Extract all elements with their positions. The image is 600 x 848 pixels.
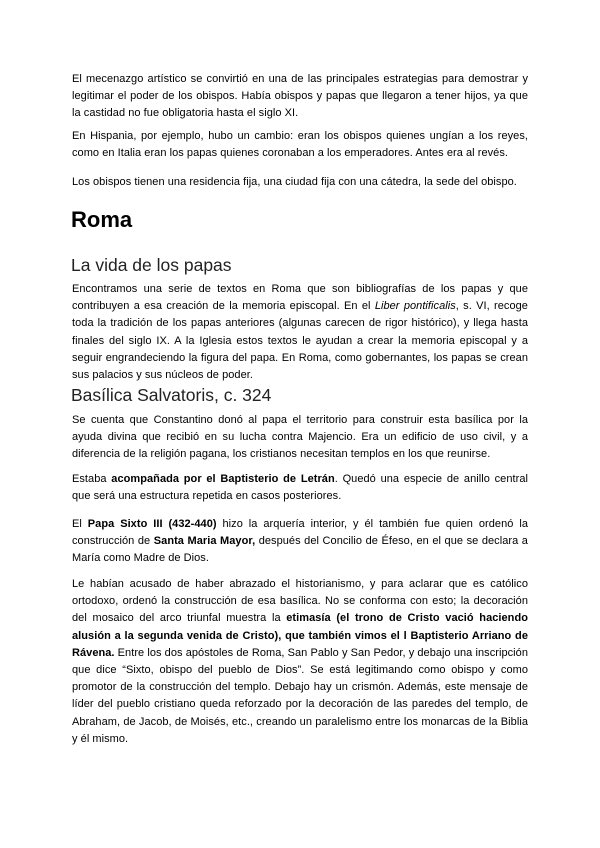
basilica-paragraph-1: Se cuenta que Constantino donó al papa el territorio para construir esta basílica por la ayuda divina que recibió en su lucha contra Majencio. Era un edificio de uso civil, y a diferencia de la religión pagana, los cristianos necesitan templos en los que reunirse.: [72, 414, 528, 461]
basilica-p4-start: Le habían acusado de haber abrazado el historianismo, y para aclarar que es católico ortodoxo, ordenó la construcción de esa basílica. No se conforma con esto; la decoración del mosaico del arco triunfal muestra la: [72, 578, 528, 625]
etimasia-bold: etimasía (el trono de Cristo vació haciendo alusión a la segunda venida de Cristo), que también vimos el l Baptisterio Arriano de Rávena.: [72, 612, 528, 659]
basilica-p3-middle: hizo la arquería interior, y él también fue quien ordenó la construcción de: [72, 518, 528, 548]
papa-sixto-bold: Papa Sixto III (432-440): [87, 518, 217, 530]
basilica-paragraph-4: [72, 576, 528, 748]
basilica-p4-end: Entre los dos apóstoles de Roma, San Pablo y San Pedor, y debajo una inscripción que dice “Sixto, obispo del pueblo de Dios”. Se está legitimando como obispo y como promotor de la construcción del templo. Debajo hay un crismón. Además, este mensaje de líder del pueblo cristiano queda reforzado por la decoración de las paredes del templo, de Abraham, de Jacob, de Moisés, etc., creando un paralelismo entre los monarcas de la Biblia y él mismo.: [72, 646, 528, 745]
baptisterio-letran-bold: acompañada por el Baptisterio de Letrán: [111, 473, 335, 485]
liber-pontificalis-title: Liber pontificalis: [374, 300, 456, 313]
basilica-paragraph-3: [72, 516, 528, 568]
subheading-vida-de-los-papas: La vida de los papas: [71, 255, 232, 275]
subheading-basilica-salvatoris: Basílica Salvatoris, c. 324: [71, 385, 272, 405]
basilica-p3-start: El: [72, 518, 88, 530]
vida-text-start: Encontramos una serie de textos en Roma que son bibliografías de los papas y que contribuyen a esa creación de la memoria episcopal. En el: [72, 283, 528, 313]
intro-paragraph-3: Los obispos tienen una residencia fija, una ciudad fija con una cátedra, la sede del obispo.: [72, 176, 517, 188]
vida-paragraph: [72, 281, 528, 384]
basilica-p3-end: después del Concilio de Éfeso, en el que se declara a María como Madre de Dios.: [72, 535, 528, 565]
santa-maria-mayor-bold: Santa Maria Mayor,: [153, 535, 256, 548]
section-title-roma: Roma: [71, 207, 133, 232]
intro-paragraph-1: El mecenazgo artístico se convirtió en una de las principales estrategias para demostrar y legitimar el poder de los obispos. Había obispos y papas que llegaron a tener hijos, ya que la castidad no fue obligatoria hasta el siglo XI.: [72, 73, 528, 120]
basilica-p2-end: . Quedó una especie de anillo central que será una estructura repetida en casos posteriores.: [72, 473, 528, 503]
vida-text-end: , s. VI, recoge toda la tradición de los papas anteriores (algunas carecen de rigor histórico), y llega hasta finales del siglo IX. A la Iglesia estos textos le ayudan a crear la memoria episcopal y a seguir engrandeciendo la figura del papa. En Roma, como gobernantes, los papas se crean sus palacios y sus núcleos de poder.: [72, 300, 528, 382]
intro-paragraph-2: En Hispania, por ejemplo, hubo un cambio: eran los obispos quienes ungían a los reyes, como en Italia eran los papas quienes coronaban a los emperadores. Antes era al revés.: [72, 130, 528, 160]
basilica-p2-start: Estaba: [72, 473, 112, 485]
basilica-paragraph-2: [72, 471, 528, 505]
